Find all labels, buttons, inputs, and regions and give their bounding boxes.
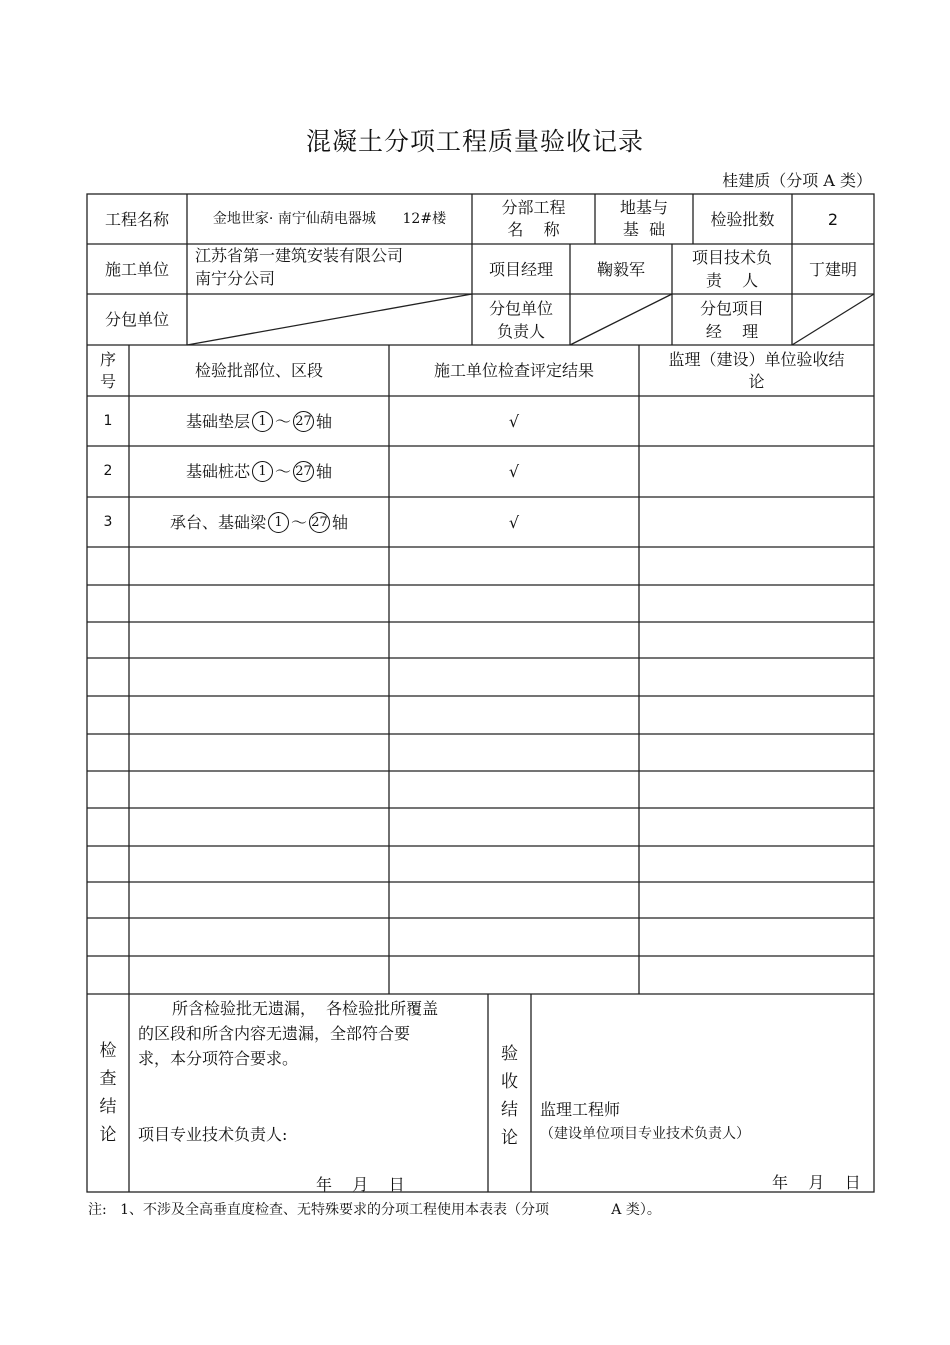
sub-lead-label-line2: 负责人	[496, 321, 545, 341]
col-seq-header	[87, 345, 129, 396]
accept-label-char-2: 收	[501, 1072, 518, 1092]
sub-lead-label	[472, 294, 570, 345]
row-1-result: √	[508, 411, 520, 431]
row-1-axis-word: 轴	[316, 411, 333, 431]
accept-date: 年 月 日	[772, 1173, 861, 1192]
tech-lead-label	[672, 244, 792, 294]
row-1-location	[129, 396, 389, 446]
check-text-line1: 所含检验批无遗漏， 各检验批所覆盖	[172, 999, 439, 1018]
contractor-value-line2: 南宁分公司	[195, 269, 276, 288]
row-1-axis-from: 1	[252, 411, 273, 432]
col-location-header: 检验批部位、区段	[194, 361, 323, 380]
sub-project-value-line1: 地基与	[619, 198, 668, 217]
row-2-axis-word: 轴	[316, 462, 333, 481]
accept-label-char-1: 验	[501, 1044, 518, 1064]
check-date: 年 月 日	[316, 1175, 405, 1194]
row-2-location	[129, 446, 389, 497]
sub-manager-label	[672, 294, 792, 345]
col-seq-line2: 号	[99, 371, 116, 391]
check-text-line3: 求，本分项符合要求。	[138, 1049, 299, 1068]
row-3-location	[129, 497, 389, 547]
row-3-seq: 3	[103, 513, 113, 530]
col-supervision-line1: 监理（建设）单位验收结	[668, 349, 845, 369]
row-3-result: √	[508, 512, 520, 532]
tech-lead-label-line2: 责 人	[705, 271, 759, 290]
col-supervision-line2: 论	[748, 371, 765, 391]
row-1-seq: 1	[103, 412, 113, 429]
sub-project-label-line2: 名 称	[507, 220, 560, 239]
footnote: 注: 1、不涉及全高垂直度检查、无特殊要求的分项工程使用本表表（分项 A 类）。	[88, 1202, 661, 1218]
row-3-tilde: ～	[290, 512, 307, 532]
accept-signer: 监理工程师	[540, 1100, 621, 1119]
check-label-char-1: 检	[99, 1040, 117, 1061]
check-conclusion-text	[138, 996, 483, 1071]
row-3-axis-from: 1	[268, 512, 289, 533]
col-seq-line1: 序	[99, 349, 116, 369]
accept-label-char-4: 论	[501, 1128, 518, 1148]
check-label-char-4: 论	[99, 1124, 117, 1145]
sub-manager-label-line1: 分包项目	[699, 298, 764, 318]
accept-signer-note: （建设单位项目专业技术负责人）	[540, 1126, 750, 1142]
sub-lead-label-line1: 分包单位	[488, 298, 553, 318]
tech-lead-label-line1: 项目技术负	[691, 248, 772, 267]
check-label-char-3: 结	[99, 1096, 117, 1117]
accept-conclusion-label	[488, 1036, 531, 1156]
row-2-seq: 2	[103, 463, 113, 479]
check-conclusion-label	[87, 1030, 129, 1155]
accept-label-char-3: 结	[501, 1100, 518, 1120]
tech-lead-value: 丁建明	[808, 259, 857, 279]
form-title: 混凝土分项工程质量验收记录	[305, 127, 644, 156]
batch-count-value: 2	[827, 209, 839, 229]
form-code: 桂建质（分项 A 类）	[722, 171, 872, 190]
sub-project-value-line2: 基 础	[622, 220, 666, 239]
row-1-tilde: ～	[274, 411, 291, 431]
sub-manager-label-line2: 经 理	[705, 321, 759, 341]
row-1-axis-to: 27	[293, 411, 314, 432]
row-1-location-text: 基础垫层	[185, 411, 250, 431]
sub-project-label	[472, 194, 595, 244]
row-3-axis-to: 27	[309, 512, 330, 533]
row-3-axis-word: 轴	[332, 512, 349, 532]
row-2-location-text: 基础桩芯	[185, 462, 250, 481]
sub-project-value	[595, 194, 693, 244]
batch-count-label: 检验批数	[710, 209, 775, 229]
contractor-value	[195, 244, 472, 294]
check-label-char-2: 查	[99, 1068, 117, 1089]
contractor-value-line1: 江苏省第一建筑安装有限公司	[195, 246, 404, 265]
project-name-value: 金地世家· 南宁仙葫电器城 12#楼	[212, 210, 447, 227]
row-2-axis-from: 1	[252, 461, 273, 482]
sub-project-label-line1: 分部工程	[501, 198, 566, 217]
col-supervision-header	[639, 345, 874, 396]
check-text-line2: 的区段和所含内容无遗漏，全部符合要	[138, 1024, 411, 1043]
row-3-location-text: 承台、基础梁	[169, 512, 266, 532]
check-signer: 项目专业技术负责人:	[138, 1125, 288, 1144]
subcontractor-label: 分包单位	[104, 310, 169, 329]
row-2-result: √	[508, 462, 520, 481]
manager-value: 鞠毅军	[596, 259, 645, 279]
col-result-header: 施工单位检查评定结果	[433, 361, 594, 380]
row-2-axis-to: 27	[293, 461, 314, 482]
contractor-label: 施工单位	[104, 259, 169, 279]
project-name-label: 工程名称	[104, 209, 169, 229]
row-2-tilde: ～	[274, 462, 291, 481]
manager-label: 项目经理	[488, 259, 553, 279]
